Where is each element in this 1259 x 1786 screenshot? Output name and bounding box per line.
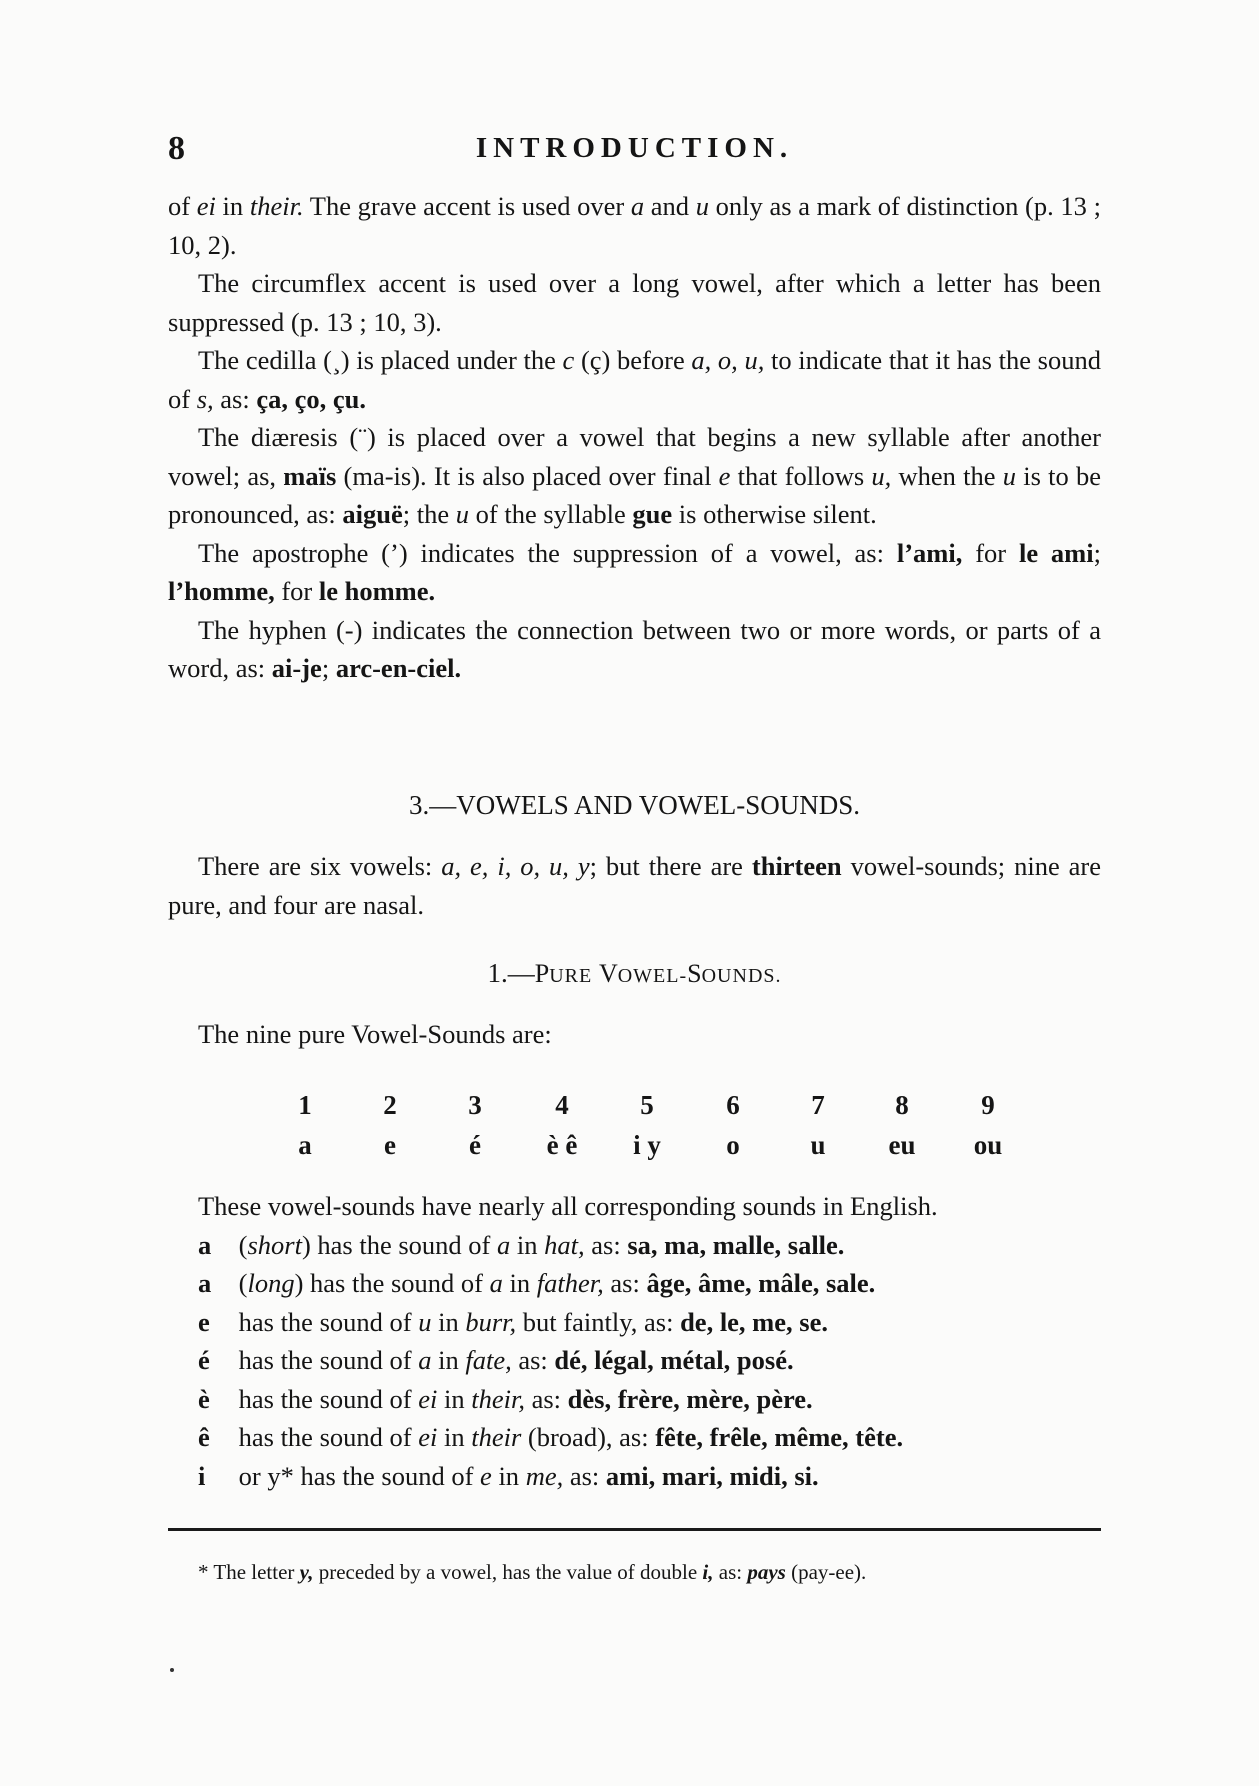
vowel-number-cell: 3 xyxy=(468,1090,482,1120)
section-heading: 3.—VOWELS AND VOWEL-SOUNDS. xyxy=(409,790,860,820)
vowel-table xyxy=(265,1090,1025,1170)
vowel-sound-row xyxy=(265,1130,1025,1170)
paragraph-apostrophe: The apostrophe (’) indicates the suppression of a vowel, as: l’ami, for le ami; l’homme, for le homme. xyxy=(168,537,1101,606)
top-text-block xyxy=(168,187,1101,688)
paragraph-cedilla: The cedilla (¸) is placed under the c (ç) before a, o, u, to indicate that it has the sound of s, as: ça, ço, çu. xyxy=(168,345,1101,414)
vowel-sound-cell: i y xyxy=(633,1130,661,1160)
vowel-number-cell: 2 xyxy=(383,1090,397,1120)
paragraph-circumflex: The circumflex accent is used over a long vowel, after which a letter has been suppressed (p. 13 ; 10, 3). xyxy=(168,268,1101,337)
page-number: 8 xyxy=(168,130,185,167)
vowel-sound-cell: eu xyxy=(888,1130,916,1160)
section-intro: There are six vowels: a, e, i, o, u, y; but there are thirteen vowel-sounds; nine are pure, and four are nasal. xyxy=(168,851,1101,920)
vowel-description-line: a (long) has the sound of a in father, as: âge, âme, mâle, sale. xyxy=(198,1268,876,1298)
vowel-description-line: a (short) has the sound of a in hat, as: sa, ma, malle, salle. xyxy=(198,1229,845,1260)
vowel-sound-cell: e xyxy=(384,1130,396,1160)
paragraph-grave-accent: of ei in their. The grave accent is used over a and u only as a mark of distinction (p. 13 ; 10, 2). xyxy=(168,191,1101,260)
vowel-number-cell: 1 xyxy=(298,1090,312,1120)
vowel-description-line: è has the sound of ei in their, as: dès, frère, mère, père. xyxy=(198,1383,813,1414)
vowel-sound-cell: ou xyxy=(973,1130,1003,1160)
vowel-description-list xyxy=(168,1226,1101,1496)
running-title: INTRODUCTION. xyxy=(475,132,794,164)
vowel-number-cell: 8 xyxy=(895,1090,909,1120)
subheading-pure-vowel-sounds: 1.—PURE VOWEL-SOUNDS. xyxy=(487,958,782,988)
vowel-sound-cell: u xyxy=(810,1130,826,1160)
vowel-number-cell: 9 xyxy=(981,1090,995,1120)
vowel-sound-cell: a xyxy=(298,1130,312,1160)
vowel-number-cell: 6 xyxy=(726,1090,740,1120)
vowel-number-row xyxy=(265,1090,1025,1130)
vowel-number-cell: 4 xyxy=(555,1090,569,1120)
correspondence-intro: These vowel-sounds have nearly all corresponding sounds in English. xyxy=(198,1191,938,1221)
vowel-description-line: i or y* has the sound of e in me, as: ami, mari, midi, si. xyxy=(198,1460,819,1491)
descriptions-block xyxy=(168,1187,1101,1495)
paragraph-diaeresis: The diæresis (¨) is placed over a vowel that begins a new syllable after another vowel; as, maïs (ma-is). It is also placed over final e that follows u, when the u is to be pronounced, as: aiguë; the u of the syllable gue is otherwise silent. xyxy=(168,422,1102,529)
vowel-description-line: e has the sound of u in burr, but faintly, as: de, le, me, se. xyxy=(198,1306,828,1337)
vowel-sound-cell: é xyxy=(469,1130,481,1160)
vowel-sound-cell: o xyxy=(726,1130,740,1160)
page-header xyxy=(168,130,1101,170)
vowel-description-line: é has the sound of a in fate, as: dé, légal, métal, posé. xyxy=(198,1345,794,1375)
vowel-sound-cell: è ê xyxy=(546,1130,578,1160)
paragraph-hyphen: The hyphen (-) indicates the connection between two or more words, or parts of a word, as: ai-je; arc-en-ciel. xyxy=(168,614,1101,683)
table-intro: The nine pure Vowel-Sounds are: xyxy=(198,1019,552,1049)
vowel-number-cell: 7 xyxy=(811,1090,825,1120)
vowel-number-cell: 5 xyxy=(640,1090,654,1120)
vowel-description-line: ê has the sound of ei in their (broad), as: fête, frêle, même, tête. xyxy=(198,1422,904,1452)
footnote-rule xyxy=(168,1528,1101,1531)
footnote: * The letter y, preceded by a vowel, has the value of double i, as: pays (pay-ee). xyxy=(198,1560,867,1584)
stray-dot xyxy=(170,1668,174,1672)
